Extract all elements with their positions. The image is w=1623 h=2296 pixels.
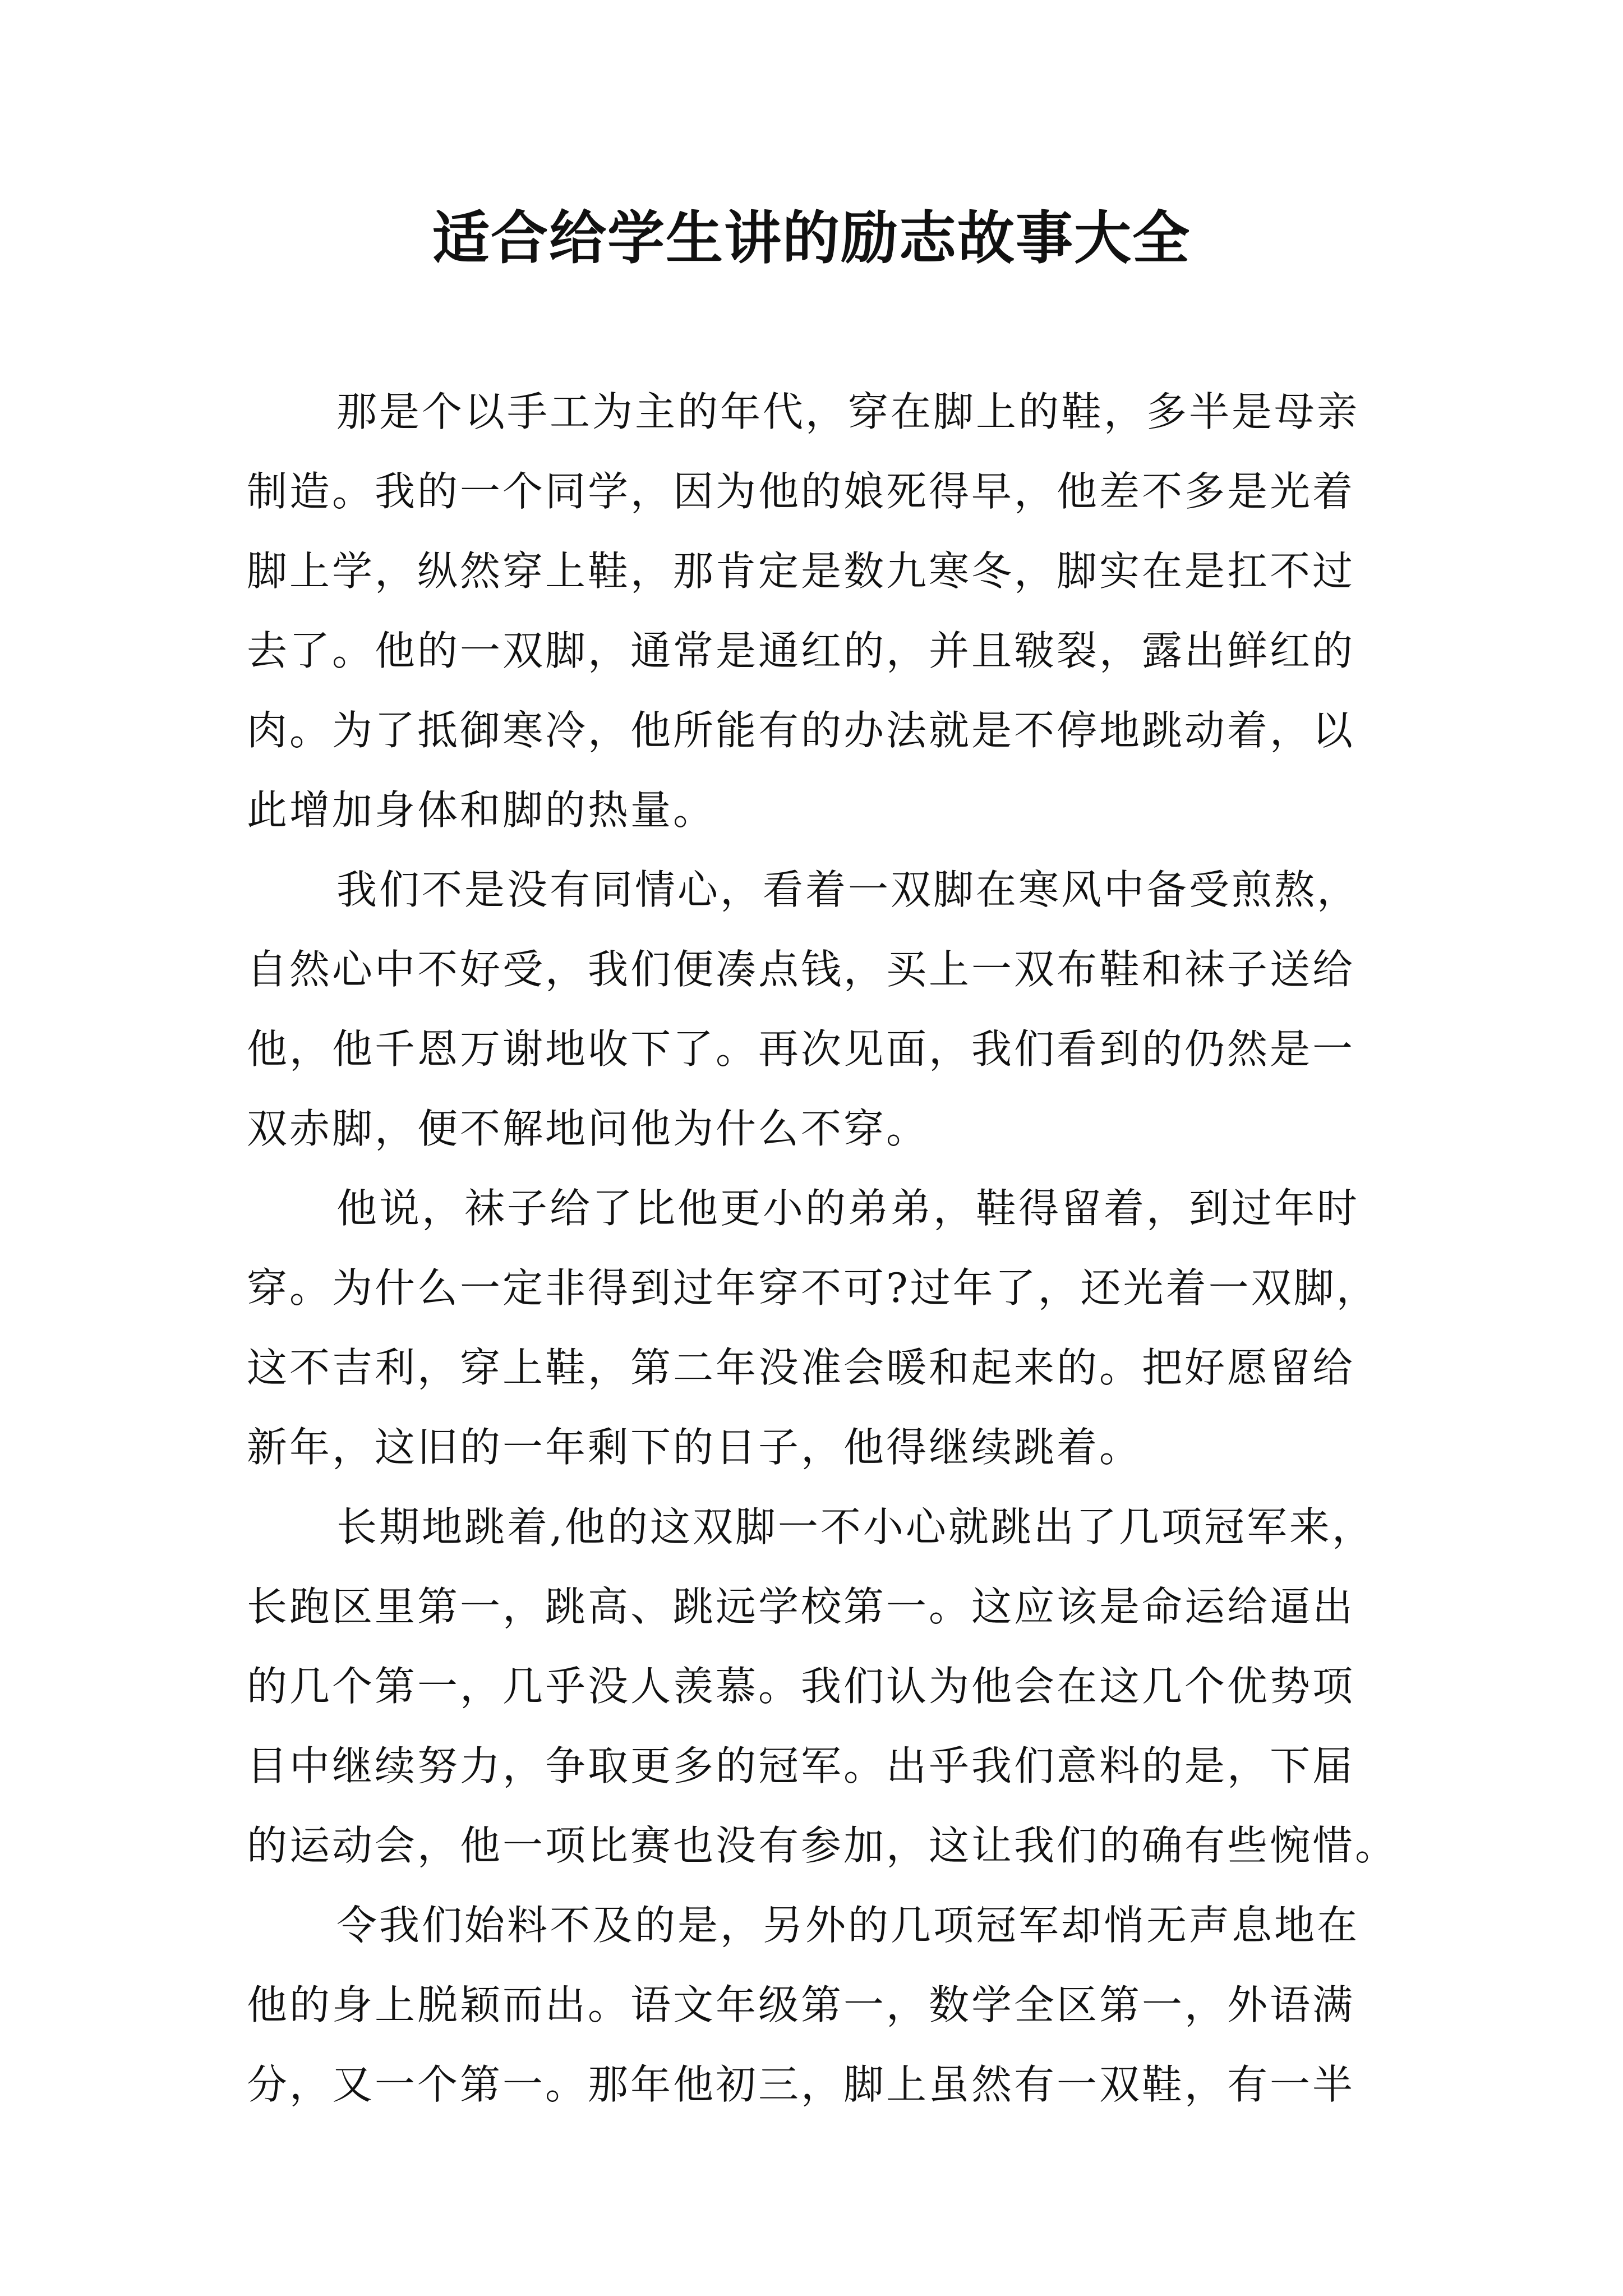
text-line: 此增加身体和脚的热量。 [247,786,716,834]
text-line: 他说，袜子给了比他更小的弟弟，鞋得留着，到过年时 [336,1185,1360,1232]
text-line: 我们不是没有同情心，看着一双脚在寒风中备受煎熬， [336,866,1360,913]
text-line: 双赤脚，便不解地问他为什么不穿。 [247,1105,929,1152]
article-body [247,372,1398,2124]
text-line: 制造。我的一个同学，因为他的娘死得早，他差不多是光着 [247,468,1355,515]
text-line: 脚上学，纵然穿上鞋，那肯定是数九寒冬，脚实在是扛不过 [247,547,1355,595]
text-line: 分，又一个第一。那年他初三，脚上虽然有一双鞋，有一半 [247,2061,1355,2108]
text-line: 他的身上脱颖而出。语文年级第一，数学全区第一，外语满 [247,1981,1355,2028]
text-line: 长期地跳着,他的这双脚一不小心就跳出了几项冠军来， [336,1503,1375,1550]
text-line: 的运动会，他一项比赛也没有参加，这让我们的确有些惋惜。 [247,1822,1398,1869]
text-line: 穿。为什么一定非得到过年穿不可?过年了，还光着一双脚， [247,1264,1379,1312]
text-line: 长跑区里第一，跳高、跳远学校第一。这应该是命运给逼出 [247,1583,1355,1630]
text-line: 他，他千恩万谢地收下了。再次见面，我们看到的仍然是一 [247,1025,1355,1073]
text-line: 那是个以手工为主的年代，穿在脚上的鞋，多半是母亲 [336,388,1360,435]
text-line: 目中继续努力，争取更多的冠军。出乎我们意料的是，下届 [247,1742,1355,1789]
text-line: 新年，这旧的一年剩下的日子，他得继续跳着。 [247,1424,1142,1471]
text-line: 这不吉利，穿上鞋，第二年没准会暖和起来的。把好愿留给 [247,1344,1355,1391]
page-title: 适合给学生讲的励志故事大全 [432,205,1191,272]
text-line: 肉。为了抵御寒冷，他所能有的办法就是不停地跳动着，以 [247,707,1355,754]
text-line: 自然心中不好受，我们便凑点钱，买上一双布鞋和袜子送给 [247,946,1355,993]
text-line: 的几个第一，几乎没人羡慕。我们认为他会在这几个优势项 [247,1663,1355,1710]
text-line: 令我们始料不及的是，另外的几项冠军却悄无声息地在 [336,1902,1360,1949]
text-line: 去了。他的一双脚，通常是通红的，并且皲裂，露出鲜红的 [247,627,1355,674]
